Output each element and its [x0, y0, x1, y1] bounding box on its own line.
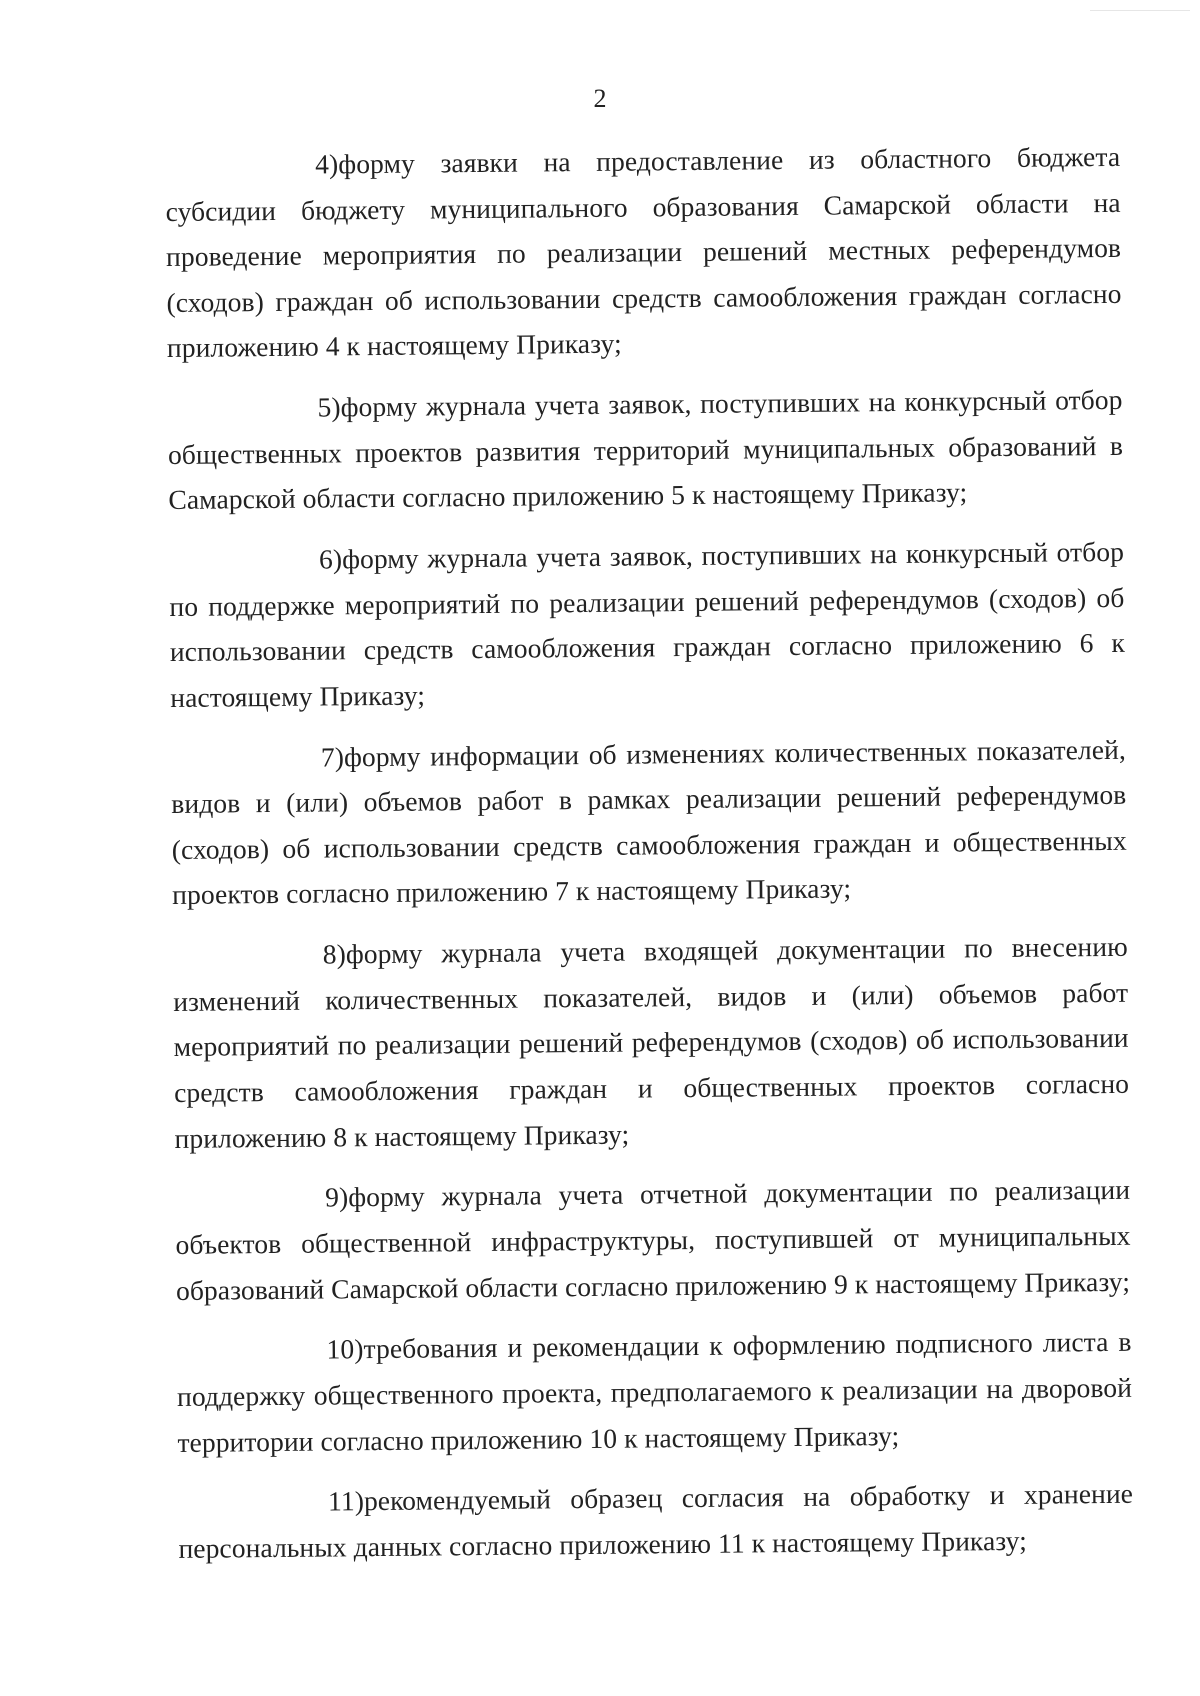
list-item [169, 529, 1126, 721]
list-item [178, 1471, 1134, 1571]
item-text: рекомендуемый образец согласия на обработку и хранение персональных данных согласно приложению 11 к настоящему Приказу; [178, 1478, 1134, 1564]
scan-artifact [1090, 10, 1190, 11]
list-item [173, 924, 1130, 1161]
item-text: форму заявки на предоставление из областного бюджета субсидии бюджету муниципального образования Самарской области на проведение мероприятия по реализации решений местных референдумов (сходов) граждан об использовании средств самообложения граждан согласно приложению 4 к настоящему Приказу; [165, 140, 1122, 364]
item-number: 10) [326, 1333, 364, 1365]
item-number: 7) [320, 740, 345, 773]
list-item [171, 726, 1128, 918]
list-item [165, 134, 1122, 371]
item-number: 9) [324, 1181, 349, 1213]
list-item [167, 377, 1123, 523]
item-text: форму журнала учета заявок, поступивших на конкурсный отбор общественных проектов развития территорий муниципальных образований в Самарской области согласно приложению 5 к настоящему Приказу; [167, 383, 1124, 516]
item-text: форму журнала учета входящей документации по внесению изменений количественных показателей, видов и (или) объемов работ мероприятий по реализации решений референдумов (сходов) об использовании средств самообложения граждан и общественных проектов согласно приложению 8 к настоящему Приказу; [173, 931, 1130, 1154]
item-number: 11) [327, 1485, 365, 1517]
list-item [175, 1167, 1131, 1313]
item-number: 5) [317, 391, 341, 423]
page-number: 2 [593, 84, 607, 113]
item-number: 4) [315, 148, 339, 180]
numbered-list [165, 134, 1134, 1587]
item-number: 6) [318, 543, 343, 575]
item-text: форму журнала учета отчетной документации по реализации объектов общественной инфраструктуры, поступившей от муниципальных образований Самарской области согласно приложению 9 к настоящему Приказу; [175, 1174, 1131, 1306]
item-text: требования и рекомендации к оформлению подписного листа в поддержку общественного проекта, предполагаемого к реализации на дворовой территории согласно приложению 10 к настоящему Приказу; [176, 1326, 1133, 1458]
item-text: форму информации об изменениях количественных показателей, видов и (или) объемов работ в рамках реализации решений референдумов (сходов) об использовании средств самообложения граждан и общественных проектов согласно приложению 7 к настоящему Приказу; [171, 733, 1127, 911]
item-number: 8) [322, 938, 347, 970]
item-text: форму журнала учета заявок, поступивших на конкурсный отбор по поддержке мероприятий по реализации решений референдумов (сходов) об использовании средств самообложения граждан согласно приложению 6 к настоящему Приказу; [169, 535, 1125, 713]
list-item [176, 1319, 1132, 1465]
